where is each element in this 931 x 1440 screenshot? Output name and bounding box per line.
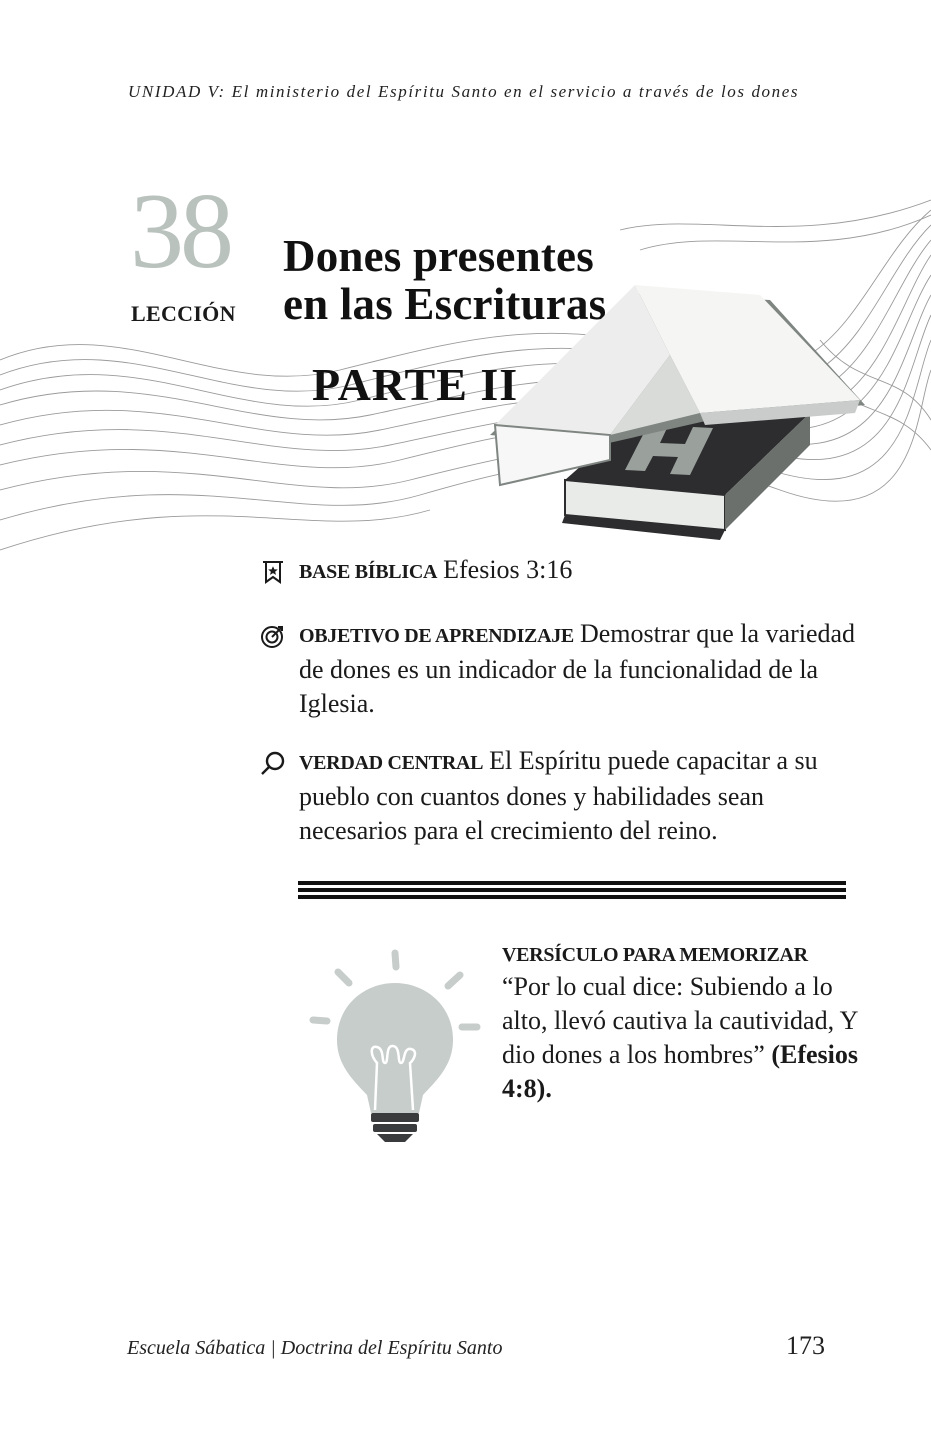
memory-verse-label: VERSÍCULO PARA MEMORIZAR	[502, 944, 808, 966]
memory-verse-text: “Por lo cual dice: Subiendo a lo alto, llevó cautiva la cautividad, Y dio dones a los hombres”	[502, 972, 858, 1069]
lightbulb-icon	[305, 945, 485, 1145]
magnifier-icon	[260, 750, 286, 776]
lesson-title-line-1: Dones presentes	[283, 231, 594, 281]
lesson-number: 38	[130, 172, 230, 291]
divider-rule-1	[298, 881, 846, 885]
books-illustration	[470, 285, 890, 550]
lesson-title-line-2: en las Escrituras	[283, 279, 607, 329]
base-biblica-section	[260, 553, 860, 589]
base-biblica-label: BASE BÍBLICA	[299, 561, 438, 583]
bookmark-icon	[260, 559, 286, 585]
page-number: 173	[786, 1331, 825, 1360]
verdad-text: El Espíritu puede capacitar a su pueblo con cuantos dones y habilidades sean necesarios para el crecimiento del reino.	[299, 746, 818, 845]
divider-rule-2	[298, 888, 846, 892]
objetivo-section	[260, 617, 860, 721]
memory-verse-reference: (Efesios 4:8).	[502, 1040, 859, 1103]
target-icon	[260, 623, 286, 649]
lesson-label: LECCIÓN	[131, 301, 236, 326]
part-label: PARTE II	[312, 359, 519, 410]
footer-book-title: Escuela Sábatica | Doctrina del Espíritu Santo	[127, 1337, 503, 1359]
verdad-label: VERDAD CENTRAL	[299, 752, 484, 774]
memory-verse-section	[502, 940, 862, 1106]
running-header: UNIDAD V: El ministerio del Espíritu Santo en el servicio a través de los dones	[128, 82, 800, 101]
objetivo-label: OBJETIVO DE APRENDIZAJE	[299, 625, 574, 647]
divider-rule-3	[298, 895, 846, 899]
objetivo-text: Demostrar que la variedad de dones es un indicador de la funcionalidad de la Iglesia.	[299, 619, 856, 718]
verdad-section	[260, 744, 860, 848]
base-biblica-text: Efesios 3:16	[443, 555, 573, 584]
